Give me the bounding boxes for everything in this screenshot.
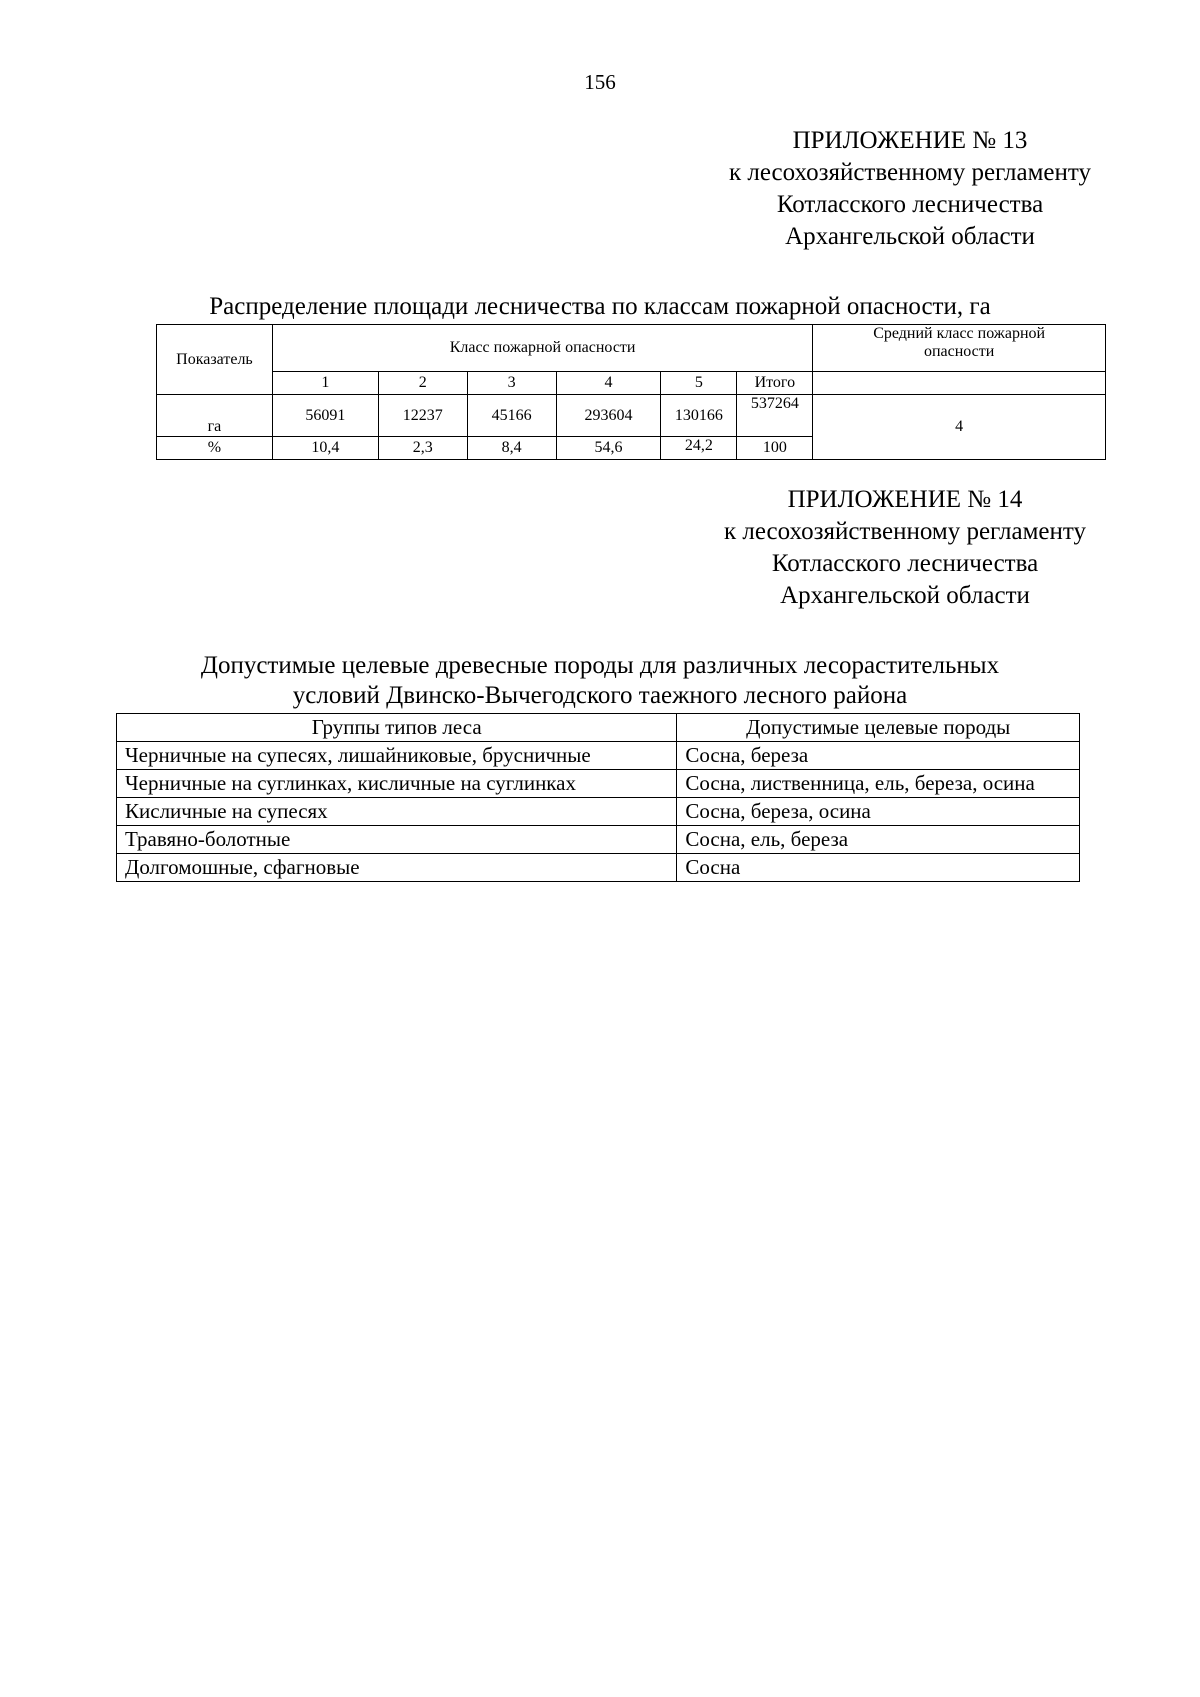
appendix-14-line-3: Архангельской области [780,582,1030,609]
target-species-cell: Сосна, береза [677,742,1080,770]
ha-class-2: 12237 [378,395,467,437]
appendix-13-line-3: Архангельской области [785,223,1035,250]
target-species-cell: Сосна, лиственница, ель, береза, осина [677,770,1080,798]
class-col-5: 5 [661,372,737,395]
table-row [117,770,1080,798]
table-14-title-line-2: условий Двинско-Вычегодского таежного лесного района [292,682,908,709]
header-forest-groups: Группы типов леса [117,714,677,742]
header-average-class: Средний класс пожарной опасности [813,325,1106,372]
header-blank-cell [813,372,1106,395]
table-row [117,826,1080,854]
header-fire-class: Класс пожарной опасности [272,325,812,372]
ha-class-5: 130166 [661,395,737,437]
percent-class-4: 54,6 [556,437,661,460]
row-label-ha: га [157,395,273,437]
forest-group-cell: Кисличные на супесях [117,798,677,826]
table-row [117,854,1080,882]
percent-class-3: 8,4 [467,437,556,460]
table-row [117,798,1080,826]
ha-class-3: 45166 [467,395,556,437]
percent-class-2: 2,3 [378,437,467,460]
appendix-13-title: ПРИЛОЖЕНИЕ № 13 [792,127,1028,154]
average-class-value: 4 [813,395,1106,460]
appendix-14-line-2: Котласского лесничества [771,550,1039,577]
table-row [117,742,1080,770]
target-species-cell: Сосна [677,854,1080,882]
class-col-4: 4 [556,372,661,395]
table-header-row [117,714,1080,742]
class-col-3: 3 [467,372,556,395]
class-col-2: 2 [378,372,467,395]
forest-group-cell: Травяно-болотные [117,826,677,854]
class-col-total: Итого [737,372,813,395]
table-13-title: Распределение площади лесничества по классам пожарной опасности, га [209,293,991,320]
percent-total: 100 [737,437,813,460]
target-species-table [116,713,1080,882]
table-14-title-line-1: Допустимые целевые древесные породы для различных лесорастительных [200,652,1000,679]
target-species-cell: Сосна, ель, береза [677,826,1080,854]
forest-group-cell: Черничные на супесях, лишайниковые, брусничные [117,742,677,770]
table-14-title [110,651,1090,711]
percent-class-1: 10,4 [272,437,378,460]
appendix-13-line-1: к лесохозяйственному регламенту [728,159,1092,186]
appendix-13-heading [690,125,1130,253]
table-row [157,395,1106,437]
appendix-14-heading [690,484,1120,612]
ha-class-1: 56091 [272,395,378,437]
page-number: 156 [584,70,616,94]
ha-class-4: 293604 [556,395,661,437]
appendix-14-line-1: к лесохозяйственному регламенту [723,518,1087,545]
appendix-13-line-2: Котласского лесничества [776,191,1044,218]
class-col-1: 1 [272,372,378,395]
forest-group-cell: Черничные на суглинках, кисличные на суглинках [117,770,677,798]
row-label-percent: % [157,437,273,460]
fire-class-table [156,324,1106,460]
percent-class-5: 24,2 [661,437,737,460]
forest-group-cell: Долгомошные, сфагновые [117,854,677,882]
ha-total: 537264 [737,395,813,437]
header-target-species: Допустимые целевые породы [677,714,1080,742]
target-species-cell: Сосна, береза, осина [677,798,1080,826]
appendix-14-title: ПРИЛОЖЕНИЕ № 14 [787,486,1023,513]
header-indicator: Показатель [157,325,273,395]
